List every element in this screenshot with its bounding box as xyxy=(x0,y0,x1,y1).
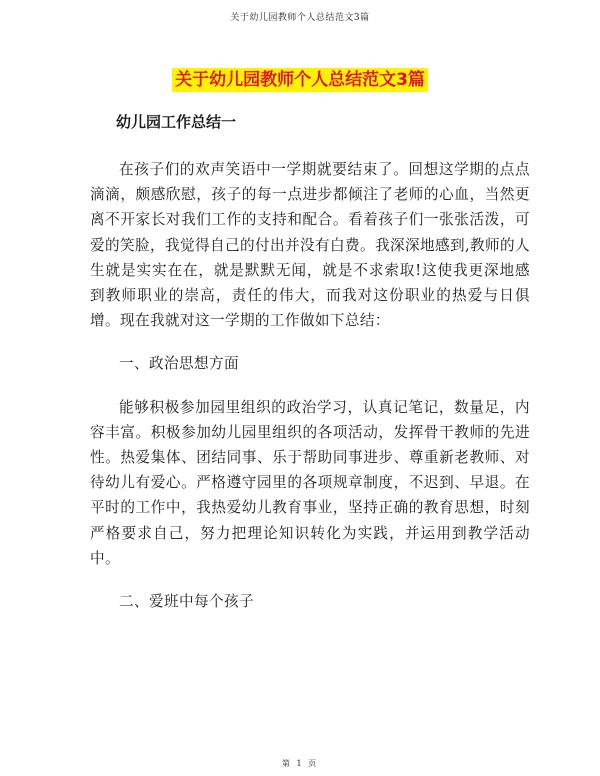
section-heading: 幼儿园工作总结一 xyxy=(116,113,237,131)
running-header: 关于幼儿园教师个人总结范文3篇 xyxy=(230,13,370,23)
intro-paragraph: 在孩子们的欢声笑语中一学期就要结束了。回想这学期的点点滴滴，颇感欣慰，孩子的每一点进步都倾注了老师的心血，当然更离不开家长对我们工作的支持和配合。看着孩子们一张张活泼，可爱的笑脸，我觉得自己的付出并没有白费。我深深地感到,教师的人生就是实实在在，就是默默无闻，就是不求索取!这使我更深地感到教师职业的崇高，责任的伟大，而我对这份职业的热爱与日俱增。现在我就对这一学期的工作做如下总结： xyxy=(90,161,530,330)
document-title: 关于幼儿园教师个人总结范文3篇 xyxy=(172,68,428,92)
subsection-heading-politics: 一、政治思想方面 xyxy=(119,355,239,373)
page-number: 第 1 页 xyxy=(281,759,319,768)
politics-paragraph: 能够积极参加园里组织的政治学习，认真记笔记，数量足，内容丰富。积极参加幼儿园里组织的各项活动，发挥骨干教师的先进性。热爱集体、团结同事、乐于帮助同事进步、尊重新老教师、对待幼儿有爱心。严格遵守园里的各项规章制度，不迟到、早退。在平时的工作中，我热爱幼儿教育事业，坚持正确的教育思想，时刻严格要求自己，努力把理论知识转化为实践，并运用到教学活动中。 xyxy=(90,398,530,567)
title-container xyxy=(0,68,600,92)
subsection-heading-love-children: 二、爱班中每个孩子 xyxy=(119,593,254,611)
document-body xyxy=(90,110,530,614)
